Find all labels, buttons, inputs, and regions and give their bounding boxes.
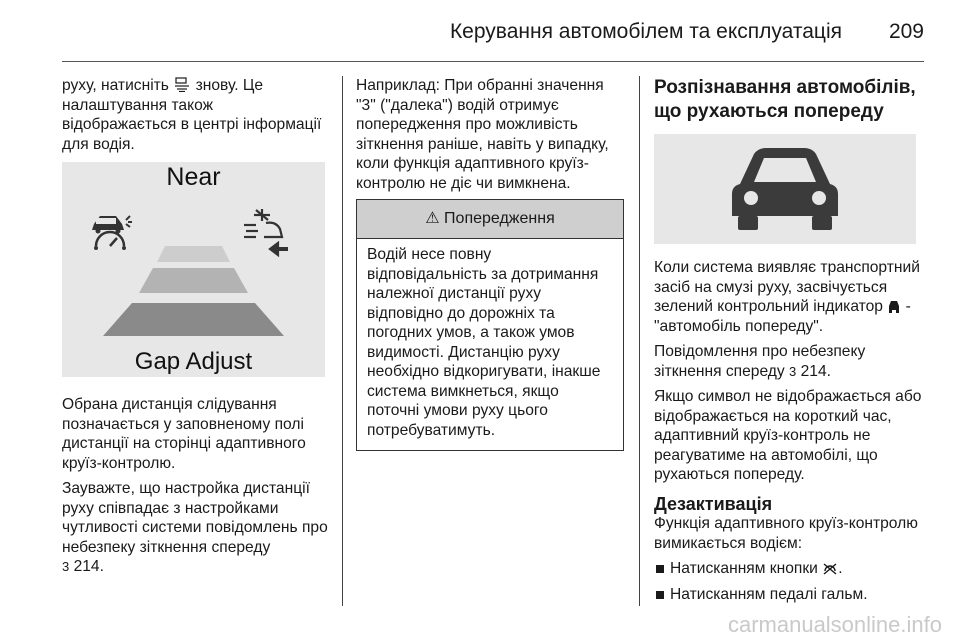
warning-title: Попередження [444,210,555,227]
list-item: Натисканням кнопки . [654,559,924,579]
collision-ref-paragraph: Повідомлення про небезпеку зіткнення спереду 3 214. [654,343,866,380]
figure-top-label: Near [166,163,221,191]
gap-adjust-icon [173,77,191,92]
warning-text: Водій несе повну відповідальність за дотримання належної дистанції руху відповідно до дорожніх та погодних умов, а також умов видимості. Дистанцію руху необхідно відкоригувати, інакше система вимкнеться, якщо поточні умови руху цього потребуватимуть. [367,246,601,439]
sensitivity-note-paragraph: Зауважте, що настройка дистанції руху співпадає з настройками чутливості системи повідомлень про небезпеку зіткнення спереду 3 214. [62,480,328,575]
list-item: Натисканням педалі гальм. [654,585,924,605]
subsection-title: Дезактивація [654,493,773,514]
page-reference-icon: 3 [62,559,70,574]
header-title: Керування автомобілем та експлуатація [449,20,842,43]
column-divider-1 [342,76,343,606]
collision-warning-icon [244,209,288,255]
detection-paragraph: Коли система виявляє транспортний засіб на смузі руху, засвічується зелений контрольний індикатор - "автомобіль попереду". [654,259,920,335]
page-number: 209 [888,20,924,43]
gap-adjust-display-figure [62,162,325,377]
page-reference-link[interactable]: 214. [800,362,831,380]
gap-adjust-display-graphic [62,162,325,377]
header-rule [62,61,924,62]
figure-bottom-label: Gap Adjust [134,347,253,375]
section-title: Розпізнавання автомобілів, що рухаються попереду [654,77,916,122]
warning-header [357,200,623,239]
column-1 [62,76,328,583]
page-header [0,0,960,60]
distance-bar-far [103,303,284,336]
column-divider-2 [639,76,640,606]
selected-distance-paragraph: Обрана дистанція слідування позначається у заповненому полі дистанції на сторінці адаптивного круїз-контролю. [62,396,306,472]
vehicle-ahead-indicator-icon [887,300,901,313]
car-gauge-icon [92,216,132,250]
warning-box [356,199,624,451]
symbol-note-paragraph: Якщо символ не відображається або відображається на короткий час, адаптивний круїз-контроль не реагуватиме на автомобілі, що рухаються попереду. [654,388,922,483]
vehicle-ahead-icon [654,134,916,244]
page-reference-icon: 3 [789,363,797,379]
column-3 [654,76,924,610]
intro-paragraph: руху, натисніть знову. Це налаштування також відображається в центрі інформації для водія. [62,77,322,153]
page-reference-link[interactable]: 214. [73,558,104,575]
vehicle-ahead-figure [654,134,916,244]
deactivation-list [654,559,924,604]
warning-icon: ⚠ [425,210,440,227]
distance-bar-near [157,246,230,262]
example-paragraph: Наприклад: При обранні значення "3" ("далека") водій отримує попередження про можливість зіткнення раніше, навіть у випадку, коли функція адаптивного круїз-контролю не діє чи вимкнена. [356,77,609,192]
watermark: carmanualsonline.info [727,612,942,637]
column-2 [356,76,624,451]
distance-bar-mid [139,268,248,293]
deactivation-paragraph: Функція адаптивного круїз-контролю вимикається водієм: [654,515,918,552]
cruise-cancel-icon [822,562,838,575]
